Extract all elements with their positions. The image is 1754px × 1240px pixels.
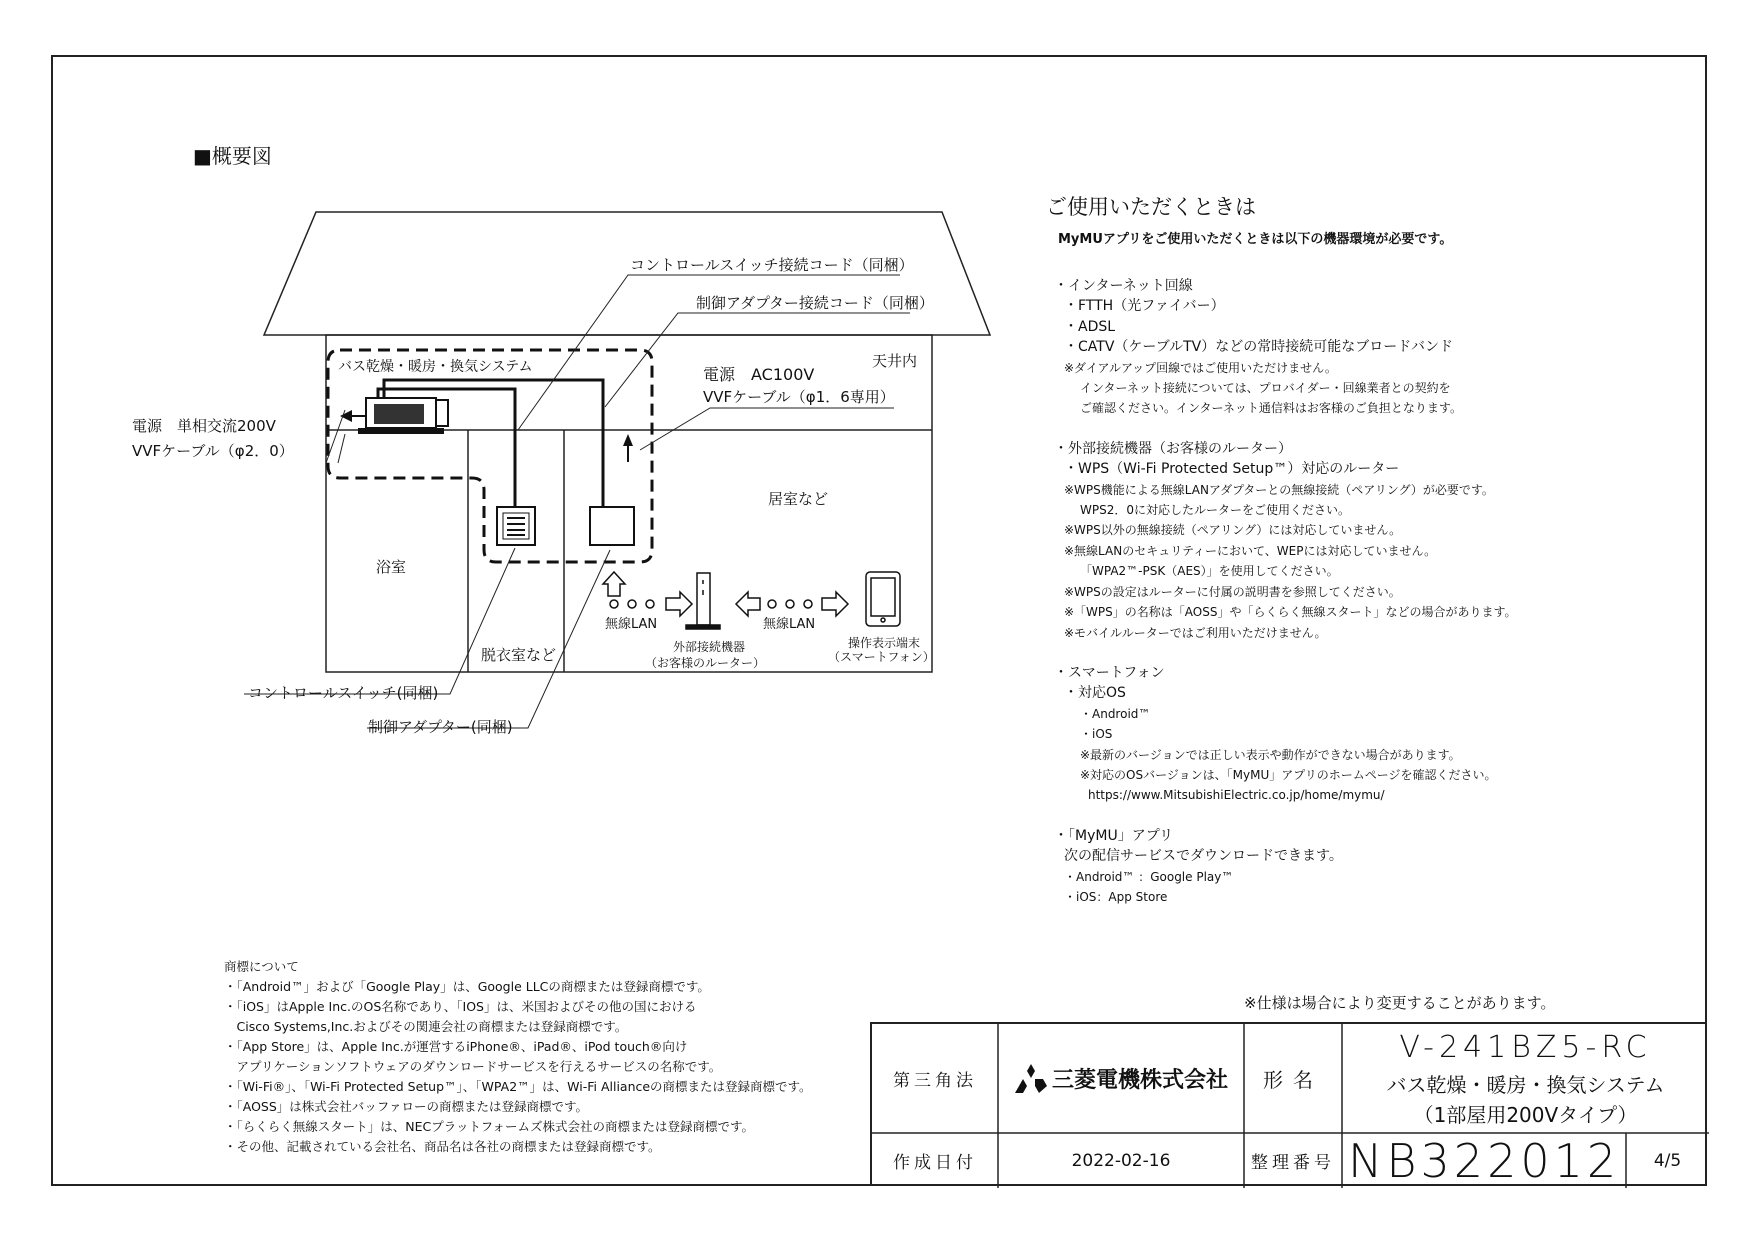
trademark-line: ・「AOSS」は株式会社バッファローの商標または登録商標です。 <box>224 1099 589 1114</box>
usage-line: ・CATV（ケーブルTV）などの常時接続可能なブロードバンド <box>1064 339 1453 356</box>
label-router-2: （お客様のルーター） <box>645 656 766 670</box>
mitsubishi-logo-icon <box>1014 1064 1048 1094</box>
usage-line: ・iOS <box>1080 727 1113 742</box>
usage-line: ※対応のOSバージョンは、「MyMU」アプリのホームページを確認ください。 <box>1080 767 1497 782</box>
label-system: バス乾燥・暖房・換気システム <box>338 359 533 375</box>
projection-method: 第三角法 <box>893 1071 977 1091</box>
usage-line: ※モバイルルーターではご利用いただけません。 <box>1064 625 1327 640</box>
usage-line: ※ダイアルアップ回線ではご使用いただけません。 <box>1064 360 1337 375</box>
usage-line: インターネット接続については、プロバイダー・回線業者との契約を <box>1080 381 1451 396</box>
power-ac-arrow <box>623 434 633 446</box>
trademark-line: ・「Android™」および「Google Play」は、Google LLCの商標または登録商標です。 <box>224 979 710 994</box>
usage-title: ご使用いただくときは <box>1046 195 1256 219</box>
spacer <box>1054 806 1674 826</box>
usage-list <box>1054 276 1674 907</box>
usage-line: ※WPS機能による無線LANアダプターとの無線接続（ペアリング）が必要です。 <box>1064 482 1494 497</box>
label-living: 居室など <box>768 490 829 508</box>
control-adapter <box>590 507 634 545</box>
trademark-line: Cisco Systems,Inc.およびその関連会社の商標または登録商標です。 <box>224 1019 628 1034</box>
smartphone-icon <box>866 572 900 626</box>
usage-line: ※「WPS」の名称は「AOSS」や「らくらく無線スタート」などの場合があります。 <box>1064 605 1517 620</box>
label-power-200-1: 電源 単相交流200V <box>132 417 276 435</box>
label-power-200-2: VVFケーブル（φ2．0） <box>132 442 294 460</box>
label-router-1: 外部接続機器 <box>673 640 746 654</box>
usage-line: ご確認ください。インターネット通信料はお客様のご負担となります。 <box>1080 401 1462 416</box>
title-block <box>870 1022 1707 1186</box>
label-terminal-1: 操作表示端末 <box>848 636 921 650</box>
company-name: 三菱電機株式会社 <box>1051 1068 1228 1093</box>
label-bathroom: 浴室 <box>376 558 407 576</box>
usage-line: ・FTTH（光ファイバー） <box>1064 298 1225 315</box>
creation-date: 2022-02-16 <box>1071 1150 1171 1171</box>
usage-line: ・外部接続機器（お客様のルーター） <box>1054 440 1292 457</box>
date-label: 作成日付 <box>893 1153 977 1173</box>
usage-line: ・ADSL <box>1064 318 1116 335</box>
trademark-line: ・「iOS」はApple Inc.のOS名称であり、「IOS」は、米国およびその他の国における <box>224 999 697 1014</box>
page-number: 4/5 <box>1653 1150 1682 1171</box>
label-adapter-cord: 制御アダプター接続コード（同梱） <box>696 294 934 312</box>
usage-line: ※無線LANのセキュリティーにおいて、WEPには対応していません。 <box>1064 543 1437 558</box>
trademark-line: ・「Wi-Fi®」、「Wi-Fi Protected Setup™」、「WPA2™」は、Wi-Fi Allianceの商標または登録商標です。 <box>224 1079 812 1094</box>
label-power-ac-2: VVFケーブル（φ1．6専用） <box>703 388 895 406</box>
company-logo <box>998 1024 1244 1133</box>
label-wlan-1: 無線LAN <box>605 617 658 632</box>
usage-line: ※WPSの設定はルーターに付属の説明書を参照してください。 <box>1064 584 1401 599</box>
label-terminal-2: （スマートフォン） <box>828 650 935 664</box>
usage-line: ・Android™ <box>1080 706 1151 721</box>
usage-line: ・対応OS <box>1064 685 1126 702</box>
trademark-line: ・その他、記載されている会社名、商品名は各社の商標または登録商標です。 <box>224 1139 661 1154</box>
label-control-cord: コントロールスイッチ接続コード（同梱） <box>630 256 914 274</box>
trademark-line: アプリケーションソフトウェアのダウンロードサービスを行えるサービスの名称です。 <box>224 1059 722 1074</box>
wlan-up-arrow <box>603 572 625 596</box>
usage-line: ・iOS：App Store <box>1064 889 1168 904</box>
label-dressing: 脱衣室など <box>481 646 557 664</box>
ref-label: 整理番号 <box>1251 1153 1335 1173</box>
usage-line: ※WPS以外の無線接続（ペアリング）には対応していません。 <box>1064 523 1402 538</box>
trademark-line: ・「らくらく無線スタート」は、NECプラットフォームズ株式会社の商標または登録商標です。 <box>224 1119 754 1134</box>
ref-number: NB322012 <box>1348 1133 1621 1188</box>
spec-note: ※仕様は場合により変更することがあります。 <box>1244 994 1556 1012</box>
spacer <box>1054 419 1674 439</box>
bath-dryer-unit <box>340 398 448 434</box>
usage-line: ・「MyMU」アプリ <box>1054 827 1174 844</box>
router-icon <box>686 573 720 629</box>
model-number: V-241BZ5-RC <box>1399 1029 1652 1065</box>
usage-line: WPS2．0に対応したルーターをご使用ください。 <box>1080 503 1350 518</box>
usage-line: 「WPA2™-PSK（AES）」を使用してください。 <box>1080 564 1339 579</box>
control-switch <box>497 507 535 545</box>
product-name-2: （1部屋用200Vタイプ） <box>1413 1102 1638 1127</box>
label-adapter: 制御アダプター(同梱) <box>368 718 513 736</box>
spacer <box>1054 643 1674 663</box>
label-wlan-2: 無線LAN <box>763 617 816 632</box>
usage-line: ・Android™ ：Google Play™ <box>1064 869 1234 884</box>
label-control-switch: コントロールスイッチ(同梱) <box>248 684 439 702</box>
usage-line: ・WPS（Wi-Fi Protected Setup™）対応のルーター <box>1064 461 1400 478</box>
model-label: 形名 <box>1263 1068 1323 1092</box>
trademark-notes <box>224 957 812 1157</box>
label-power-ac-1: 電源 AC100V <box>703 365 815 384</box>
usage-line: https://www.MitsubishiElectric.co.jp/home/mymu/ <box>1088 788 1385 803</box>
product-name-1: バス乾燥・暖房・換気システム <box>1386 1072 1665 1097</box>
usage-line: ・インターネット回線 <box>1054 278 1193 294</box>
section-title: ■概要図 <box>193 144 272 168</box>
usage-line: 次の配信サービスでダウンロードできます。 <box>1064 848 1343 865</box>
usage-line: ※最新のバージョンでは正しい表示や動作ができない場合があります。 <box>1080 747 1461 762</box>
usage-line: ・スマートフォン <box>1054 664 1165 681</box>
trademark-title: 商標について <box>224 959 299 974</box>
label-ceiling: 天井内 <box>872 352 918 370</box>
usage-intro: MyMUアプリをご使用いただくときは以下の機器環境が必要です。 <box>1058 232 1453 247</box>
trademark-line: ・「App Store」は、Apple Inc.が運営するiPhone®、iPad®、iPod touch®向け <box>224 1039 688 1054</box>
